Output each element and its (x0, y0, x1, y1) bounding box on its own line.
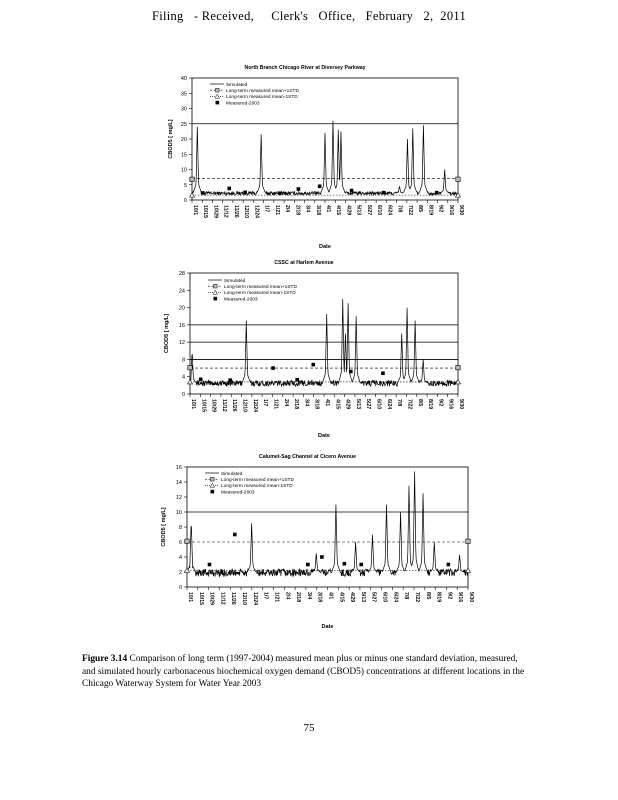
y-tick-label: 14 (175, 480, 182, 486)
y-tick-label: 0 (178, 585, 182, 591)
x-tick-label: 4/1 (325, 205, 331, 213)
mean-plus-1std-marker (456, 365, 460, 369)
x-tick-label: 7/22 (413, 592, 420, 603)
x-tick-label: 2/18 (295, 592, 302, 603)
mean-plus-1std-marker (188, 365, 192, 369)
x-tick-label: 2/4 (284, 205, 291, 213)
x-tick-label: 9/30 (458, 205, 464, 216)
x-tick-label: 3/18 (314, 205, 321, 216)
measured-2003-point (435, 191, 439, 195)
x-tick-label: 2/18 (293, 399, 300, 410)
legend-mean-plus-1std: Long-term measured mean+1STD (224, 285, 297, 290)
x-tick-label: 1/7 (263, 205, 270, 213)
x-tick-label: 8/5 (424, 592, 431, 600)
x-tick-label: 5/13 (359, 592, 366, 603)
figure-caption-text: Comparison of long term (1997-2004) measured mean plus or minus one standard deviation, measured, and simulated hourly carbonaceous biochemical oxygen demand (CBOD5) concentrations at different locations in the Chicago Waterway System for Water Year 2003 (82, 654, 525, 690)
x-tick-label: 10/1 (190, 399, 196, 410)
x-tick-label: 6/24 (386, 205, 393, 216)
x-tick-label: 5/27 (365, 205, 372, 216)
legend-mean-plus-1std: Long-term measured mean+1STD (221, 478, 294, 483)
x-tick-label: 9/2 (446, 592, 453, 600)
x-tick-label: 9/2 (437, 205, 444, 213)
measured-2003-point (227, 187, 231, 191)
measured-2003-point (311, 363, 315, 367)
x-axis-label: Date (321, 624, 334, 630)
x-tick-label: 11/26 (232, 205, 239, 218)
legend-mean-plus-swatch (211, 477, 215, 481)
x-tick-label: 9/30 (458, 399, 464, 410)
x-tick-label: 1/21 (273, 592, 280, 603)
measured-2003-point (359, 563, 363, 567)
x-tick-label: 1/7 (262, 592, 269, 600)
y-tick-label: 24 (178, 288, 185, 295)
x-tick-label: 2/18 (294, 205, 301, 216)
x-tick-label: 10/29 (208, 592, 215, 605)
measured-2003-point (199, 378, 203, 382)
x-tick-label: 11/12 (222, 205, 229, 218)
x-tick-label: 5/27 (365, 399, 372, 410)
x-tick-label: 6/24 (392, 592, 399, 603)
measured-2003-point (297, 187, 301, 191)
x-tick-label: 5/13 (355, 205, 362, 216)
series-simulated (190, 299, 458, 386)
y-tick-label: 0 (183, 198, 187, 204)
x-tick-label: 7/8 (403, 592, 410, 600)
x-tick-label: 4/15 (338, 592, 345, 603)
legend-measured-2003: Measured-2003 (226, 101, 260, 107)
x-axis-label: Date (318, 433, 330, 439)
y-tick-label: 5 (183, 182, 187, 189)
x-tick-label: 5/13 (354, 399, 361, 410)
figure-label: Figure 3.14 (82, 654, 128, 664)
x-tick-label: 11/12 (220, 399, 227, 412)
chart-north-branch (0, 60, 618, 260)
x-tick-label: 7/8 (396, 399, 403, 407)
measured-2003-point (233, 533, 237, 537)
x-tick-label: 9/16 (447, 205, 454, 216)
x-tick-label: 7/8 (396, 205, 403, 213)
legend-mean-plus-swatch (216, 88, 220, 92)
y-tick-label: 8 (181, 357, 185, 364)
x-tick-label: 12/24 (253, 205, 260, 218)
mean-plus-1std-marker (456, 177, 460, 181)
chart-title: North Branch Chicago River at Diversey Parkway (244, 65, 366, 71)
x-tick-label: 10/29 (212, 205, 219, 218)
page-header: Filing - Received, Clerk's Office, February 2, 2011 (151, 9, 467, 23)
measured-2003-point (350, 189, 354, 193)
y-tick-label: 8 (178, 525, 182, 531)
x-tick-label: 8/5 (417, 205, 424, 213)
legend-measured-swatch (211, 490, 215, 494)
legend-measured-2003: Measured-2003 (221, 490, 255, 496)
y-tick-label: 30 (180, 106, 187, 113)
x-tick-label: 10/15 (202, 205, 209, 218)
legend-measured-swatch (214, 297, 218, 301)
figure-caption (82, 653, 532, 691)
x-tick-label: 1/21 (272, 399, 279, 410)
legend-mean-minus-1std: Long-term measured mean-1STD (226, 95, 298, 101)
y-tick-label: 0 (181, 392, 185, 398)
x-tick-label: 9/16 (447, 399, 454, 410)
y-axis-label: CBOD5 [ mg/L] (161, 507, 167, 547)
legend-measured-2003: Measured-2003 (224, 297, 258, 303)
measured-2003-point (208, 563, 212, 567)
y-axis-label: CBOD5 [ mg/L] (168, 119, 174, 159)
x-tick-label: 8/19 (435, 592, 442, 603)
x-tick-label: 12/24 (251, 399, 258, 412)
x-tick-label: 12/10 (241, 399, 248, 412)
x-tick-label: 4/1 (324, 399, 330, 407)
measured-2003-point (243, 191, 247, 195)
page-number: 75 (303, 722, 315, 734)
x-tick-label: 12/24 (251, 592, 258, 605)
x-tick-label: 1/21 (273, 205, 280, 216)
legend-simulated: Simulated (224, 278, 246, 284)
x-tick-label: 3/4 (304, 205, 311, 213)
y-tick-label: 2 (178, 570, 182, 576)
x-tick-label: 1/7 (262, 399, 269, 407)
legend-measured-swatch (216, 101, 220, 105)
y-tick-label: 12 (175, 495, 182, 501)
legend-mean-minus-1std: Long-term measured mean-1STD (221, 484, 293, 490)
x-tick-label: 4/29 (345, 205, 352, 216)
x-tick-label: 10/1 (192, 205, 198, 216)
y-tick-label: 4 (178, 555, 182, 561)
legend-simulated: Simulated (226, 82, 248, 88)
y-tick-label: 4 (181, 374, 185, 381)
x-tick-label: 9/16 (457, 592, 464, 603)
mean-plus-1std-marker (190, 177, 194, 181)
x-tick-label: 4/15 (335, 205, 342, 216)
x-tick-label: 3/4 (305, 592, 312, 600)
x-tick-label: 11/26 (231, 399, 238, 412)
mean-minus-1std-marker (190, 193, 195, 198)
x-tick-label: 11/12 (219, 592, 226, 605)
y-tick-label: 16 (178, 322, 185, 329)
measured-2003-point (320, 555, 324, 559)
x-tick-label: 5/27 (370, 592, 377, 603)
measured-2003-point (271, 366, 275, 370)
measured-2003-point (382, 191, 386, 195)
x-tick-label: 8/19 (427, 399, 434, 410)
x-tick-label: 7/22 (406, 399, 413, 410)
legend-mean-plus-1std: Long-term measured mean+1STD (226, 89, 299, 94)
chart-calumet-sag (0, 450, 618, 640)
x-tick-label: 9/2 (437, 399, 444, 407)
y-tick-label: 20 (178, 305, 185, 312)
x-tick-label: 2/4 (282, 399, 289, 407)
x-tick-label: 6/10 (376, 205, 383, 216)
y-axis-label: CBOD5 [ mg/L] (164, 313, 170, 354)
y-tick-label: 12 (178, 340, 185, 347)
y-tick-label: 35 (180, 91, 187, 98)
y-tick-label: 28 (178, 271, 185, 277)
y-tick-label: 15 (180, 152, 187, 159)
measured-2003-point (201, 191, 205, 195)
y-tick-label: 40 (180, 76, 187, 82)
y-tick-label: 20 (180, 137, 187, 143)
x-tick-label: 10/15 (200, 399, 207, 412)
measured-2003-point (349, 370, 353, 374)
x-tick-label: 4/29 (344, 399, 351, 410)
legend-mean-plus-swatch (214, 284, 218, 288)
measured-2003-point (295, 378, 299, 382)
x-tick-label: 11/26 (230, 592, 237, 605)
y-tick-label: 10 (175, 510, 182, 516)
measured-2003-point (306, 563, 310, 567)
y-tick-label: 16 (175, 465, 182, 471)
x-tick-label: 8/5 (416, 399, 423, 407)
x-tick-label: 12/10 (243, 205, 250, 218)
x-tick-label: 4/1 (327, 592, 334, 600)
y-tick-label: 25 (180, 121, 187, 128)
x-tick-label: 3/18 (316, 592, 323, 603)
chart-title: CSSC at Harlem Avenue (274, 260, 334, 266)
measured-2003-point (343, 562, 347, 566)
x-tick-label: 4/15 (334, 399, 341, 410)
x-tick-label: 10/29 (210, 399, 217, 412)
x-axis-label: Date (319, 244, 331, 250)
legend-mean-minus-1std: Long-term measured mean-1STD (224, 291, 296, 297)
series-simulated (192, 121, 458, 195)
mean-minus-1std-marker (188, 379, 193, 384)
mean-plus-1std-marker (466, 539, 470, 543)
measured-2003-point (318, 184, 322, 188)
legend-simulated: Simulated (221, 471, 243, 477)
x-tick-label: 12/10 (241, 592, 248, 605)
chart-cssc-harlem (0, 255, 618, 445)
measured-2003-point (447, 563, 451, 567)
x-tick-label: 10/15 (197, 592, 204, 605)
chart-title: Calumet-Sag Channel at Cicero Avenue (258, 454, 357, 460)
x-tick-label: 10/1 (187, 592, 193, 603)
y-tick-label: 10 (180, 167, 187, 174)
x-tick-label: 9/30 (468, 592, 474, 603)
measured-2003-point (278, 191, 282, 195)
x-tick-label: 4/29 (349, 592, 356, 603)
measured-2003-point (228, 378, 232, 382)
x-tick-label: 6/24 (385, 399, 392, 410)
y-tick-label: 6 (178, 540, 182, 546)
mean-plus-1std-marker (185, 539, 189, 543)
x-tick-label: 6/10 (375, 399, 382, 410)
measured-2003-point (381, 371, 385, 375)
x-tick-label: 2/4 (284, 592, 291, 600)
x-tick-label: 7/22 (406, 205, 413, 216)
x-tick-label: 8/19 (427, 205, 434, 216)
x-tick-label: 3/4 (303, 399, 310, 407)
x-tick-label: 6/10 (381, 592, 388, 603)
x-tick-label: 3/18 (313, 399, 320, 410)
